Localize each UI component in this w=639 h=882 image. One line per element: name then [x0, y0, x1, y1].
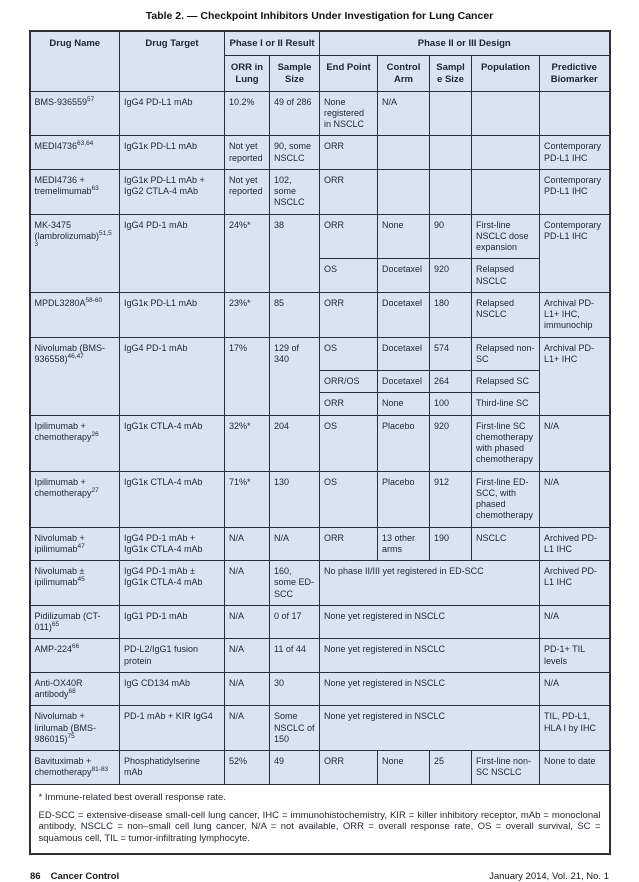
table-cell: ORR	[320, 169, 378, 214]
table-cell: 11 of 44	[270, 639, 320, 673]
journal-name: Cancer Control	[50, 871, 120, 882]
table-cell: N/A	[225, 527, 270, 561]
table-cell: 32%*	[225, 415, 270, 471]
table-cell: ORR	[320, 292, 378, 337]
table-cell: First-line SC chemotherapy with phased chemotherapy	[472, 415, 540, 471]
table-cell: IgG1κ CTLA-4 mAb	[120, 415, 225, 471]
table-title: Table 2. — Checkpoint Inhibitors Under Investigation for Lung Cancer	[145, 10, 494, 22]
table-cell	[430, 169, 472, 214]
table-cell: Contemporary PD-L1 IHC	[540, 169, 610, 214]
checkpoint-inhibitors-table	[29, 30, 611, 855]
column-header-sample-size-1: Sample Size	[270, 55, 320, 91]
table-cell: 920	[430, 415, 472, 471]
table-cell: Archival PD-L1+ IHC	[540, 337, 610, 415]
table-cell: Some NSCLC of 150	[270, 706, 320, 751]
table-body	[30, 91, 610, 784]
table-cell: Ipilimumab + chemotherapy$^{26}$	[30, 415, 120, 471]
table-cell: 13 other arms	[378, 527, 430, 561]
table-cell: Third-line SC	[472, 393, 540, 415]
table-cell: 52%	[225, 751, 270, 785]
table-cell: MEDI4736$^{63,64}$	[30, 136, 120, 170]
table-row	[30, 136, 610, 170]
column-header-end-point: End Point	[320, 55, 378, 91]
table-cell: 85	[270, 292, 320, 337]
table-cell: 920	[430, 259, 472, 293]
table-cell: 264	[430, 371, 472, 393]
table-row	[30, 415, 610, 471]
table-cell: Docetaxel	[378, 259, 430, 293]
table-cell: 71%*	[225, 471, 270, 527]
table-cell: PD-L2/IgG1 fusion protein	[120, 639, 225, 673]
table-cell: IgG1κ CTLA-4 mAb	[120, 471, 225, 527]
table-cell: 25	[430, 751, 472, 785]
footer-journal	[30, 871, 119, 882]
table-cell: Archived PD-L1 IHC	[540, 561, 610, 606]
table-cell: IgG1 PD-1 mAb	[120, 605, 225, 639]
table-cell: N/A	[225, 605, 270, 639]
page-footer	[0, 871, 639, 882]
table-cell: 180	[430, 292, 472, 337]
table-row	[30, 471, 610, 527]
table-cell: Placebo	[378, 471, 430, 527]
table-cell: N/A	[540, 672, 610, 706]
table-cell: IgG1κ PD-L1 mAb	[120, 292, 225, 337]
table-cell: Relapsed non-SC	[472, 337, 540, 371]
table-cell: 100	[430, 393, 472, 415]
table-row	[30, 706, 610, 751]
table-cell: OS	[320, 259, 378, 293]
table-cell: First-line non-SC NSCLC	[472, 751, 540, 785]
table-cell: Nivolumab + ipilimumab$^{47}$	[30, 527, 120, 561]
table-cell: None yet registered in NSCLC	[320, 605, 540, 639]
table-cell: IgG CD134 mAb	[120, 672, 225, 706]
footnote-star: * Immune-related best overall response rate.	[38, 791, 226, 803]
table-cell: ORR	[320, 751, 378, 785]
table-cell: Relapsed SC	[472, 371, 540, 393]
table-row	[30, 169, 610, 214]
table-cell: Pidilizumab $(CT-011)^{65}$	[30, 605, 120, 639]
table-cell: PD-1+ TIL levels	[540, 639, 610, 673]
table-cell: Nivolumab + lirilumab $(BMS-986015)^{75}$	[30, 706, 120, 751]
table-cell: Relapsed NSCLC	[472, 259, 540, 293]
table-cell: ORR	[320, 214, 378, 259]
table-cell: N/A	[540, 605, 610, 639]
column-group-phase2-design: Phase II or III Design	[320, 31, 610, 55]
table-cell: IgG4 PD-1 mAb ± IgG1κ CTLA-4 mAb	[120, 561, 225, 606]
table-cell: 130	[270, 471, 320, 527]
header-row-groups	[30, 31, 610, 55]
table-cell: Phosphatidylserine mAb	[120, 751, 225, 785]
table-row	[30, 292, 610, 337]
table-cell: Not yet reported	[225, 136, 270, 170]
table-cell: N/A	[225, 672, 270, 706]
table-cell: 49	[270, 751, 320, 785]
table-cell	[430, 136, 472, 170]
table-header	[30, 31, 610, 91]
table-cell: IgG4 PD-1 mAb + IgG1κ CTLA-4 mAb	[120, 527, 225, 561]
table-cell: None	[378, 393, 430, 415]
table-cell: MK-3475 (lambrolizumab)$^{51,53}$	[30, 214, 120, 292]
page-number: 86	[30, 871, 41, 882]
footer-issue: January 2014, Vol. 21, No. 1	[489, 871, 609, 882]
table-cell: OS	[320, 471, 378, 527]
table-cell: $MPDL3280A^{58-60}$	[30, 292, 120, 337]
table-cell: First-line ED-SCC, with phased chemotherapy	[472, 471, 540, 527]
table-row	[30, 337, 610, 371]
table-cell: Placebo	[378, 415, 430, 471]
table-cell: 49 of 286	[270, 91, 320, 136]
table-cell: None yet registered in NSCLC	[320, 706, 540, 751]
table-cell: OS	[320, 337, 378, 371]
column-header-orr-in-lung: ORR in Lung	[225, 55, 270, 91]
table-cell: Docetaxel	[378, 292, 430, 337]
table-row	[30, 214, 610, 259]
table-cell: 129 of 340	[270, 337, 320, 415]
table-cell: NSCLC	[472, 527, 540, 561]
table-cell: MEDI4736 + tremelimumab$^{63}$	[30, 169, 120, 214]
column-header-control-arm: Control Arm	[378, 55, 430, 91]
table-row	[30, 672, 610, 706]
table-cell: Docetaxel	[378, 371, 430, 393]
table-cell: 0 of 17	[270, 605, 320, 639]
table-cell: Ipilimumab + chemotherapy$^{27}$	[30, 471, 120, 527]
table-cell: 204	[270, 415, 320, 471]
table-cell: Contemporary PD-L1 IHC	[540, 136, 610, 170]
table-cell	[378, 136, 430, 170]
table-cell: N/A	[540, 471, 610, 527]
table-cell: Anti-OX40R antibody$^{68}$	[30, 672, 120, 706]
table-cell: IgG4 PD-1 mAb	[120, 337, 225, 415]
table-cell	[472, 136, 540, 170]
footnote-row	[30, 784, 610, 854]
column-header-population: Population	[472, 55, 540, 91]
column-header-drug-name: Drug Name	[30, 31, 120, 91]
table-cell: 90	[430, 214, 472, 259]
table-cell: 912	[430, 471, 472, 527]
table-row	[30, 561, 610, 606]
column-header-predictive-biomarker: Predictive Biomarker	[540, 55, 610, 91]
table-cell: First-line NSCLC dose expansion	[472, 214, 540, 259]
table-cell: 23%*	[225, 292, 270, 337]
table-cell: IgG4 PD-L1 mAb	[120, 91, 225, 136]
table-cell: 574	[430, 337, 472, 371]
table-cell: Relapsed NSCLC	[472, 292, 540, 337]
table-cell: None	[378, 751, 430, 785]
table-cell: ORR	[320, 393, 378, 415]
table-cell: 10.2%	[225, 91, 270, 136]
table-cell: ORR	[320, 136, 378, 170]
table-cell	[430, 91, 472, 136]
table-row	[30, 527, 610, 561]
table-cell: None	[378, 214, 430, 259]
table-cell: N/A	[270, 527, 320, 561]
table-cell: 38	[270, 214, 320, 292]
table-cell: Bavituximab + chemotherapy$^{81-83}$	[30, 751, 120, 785]
table-cell: IgG4 PD-1 mAb	[120, 214, 225, 292]
table-cell: No phase II/III yet registered in ED-SCC	[320, 561, 540, 606]
table-cell: AMP-$224^{66}$	[30, 639, 120, 673]
table-cell: Archival PD-L1+ IHC, immunochip	[540, 292, 610, 337]
table-cell: N/A	[225, 561, 270, 606]
table-cell: PD-1 mAb + KIR IgG4	[120, 706, 225, 751]
table-cell: Nivolumab $(BMS-936558)^{46,47}$	[30, 337, 120, 415]
table-cell: None yet registered in NSCLC	[320, 639, 540, 673]
table-cell	[472, 91, 540, 136]
table-cell: N/A	[225, 639, 270, 673]
table-cell: IgG1κ PD-L1 mAb + IgG2 CTLA-4 mAb	[120, 169, 225, 214]
table-cell	[472, 169, 540, 214]
table-cell: None to date	[540, 751, 610, 785]
table-row	[30, 91, 610, 136]
footnote-abbreviations: ED-SCC = extensive-disease small-cell lung cancer, IHC = immunohistochemistry, KIR = killer inhibitory receptor, mAb = monoclonal antibody, NSCLC = non–small cell lung cancer, N/A = not available, ORR = overall response rate, OS = overall survival, SC = squamous cell, TIL = tumor-infiltrating lymphocyte.	[38, 809, 601, 845]
column-header-drug-target: Drug Target	[120, 31, 225, 91]
table-cell: 30	[270, 672, 320, 706]
table-cell	[540, 91, 610, 136]
table-cell: TIL, PD-L1, HLA I by IHC	[540, 706, 610, 751]
table-cell: BMS-936559$^{57}$	[30, 91, 120, 136]
table-cell: 24%*	[225, 214, 270, 292]
footnote-cell	[30, 784, 610, 854]
column-header-sample-size-2: Sample Size	[430, 55, 472, 91]
table-cell: OS	[320, 415, 378, 471]
table-row	[30, 605, 610, 639]
table-footnotes	[30, 784, 610, 854]
column-group-phase1-result: Phase I or II Result	[225, 31, 320, 55]
table-cell: N/A	[540, 415, 610, 471]
table-cell: 102, some NSCLC	[270, 169, 320, 214]
table-cell: 90, some NSCLC	[270, 136, 320, 170]
table-cell: Contemporary PD-L1 IHC	[540, 214, 610, 292]
table-row	[30, 639, 610, 673]
table-row	[30, 751, 610, 785]
table-cell: IgG1κ PD-L1 mAb	[120, 136, 225, 170]
table-cell: 160, some ED-SCC	[270, 561, 320, 606]
table-cell	[378, 169, 430, 214]
table-cell: 17%	[225, 337, 270, 415]
table-cell: Not yet reported	[225, 169, 270, 214]
table-cell: N/A	[225, 706, 270, 751]
table-cell: N/A	[378, 91, 430, 136]
table-cell: Docetaxel	[378, 337, 430, 371]
table-cell: Archived PD-L1 IHC	[540, 527, 610, 561]
table-cell: Nivolumab ± ipilimumab$^{45}$	[30, 561, 120, 606]
table-cell: 190	[430, 527, 472, 561]
table-cell: None registered in NSCLC	[320, 91, 378, 136]
table-cell: ORR	[320, 527, 378, 561]
table-cell: ORR/OS	[320, 371, 378, 393]
table-cell: None yet registered in NSCLC	[320, 672, 540, 706]
